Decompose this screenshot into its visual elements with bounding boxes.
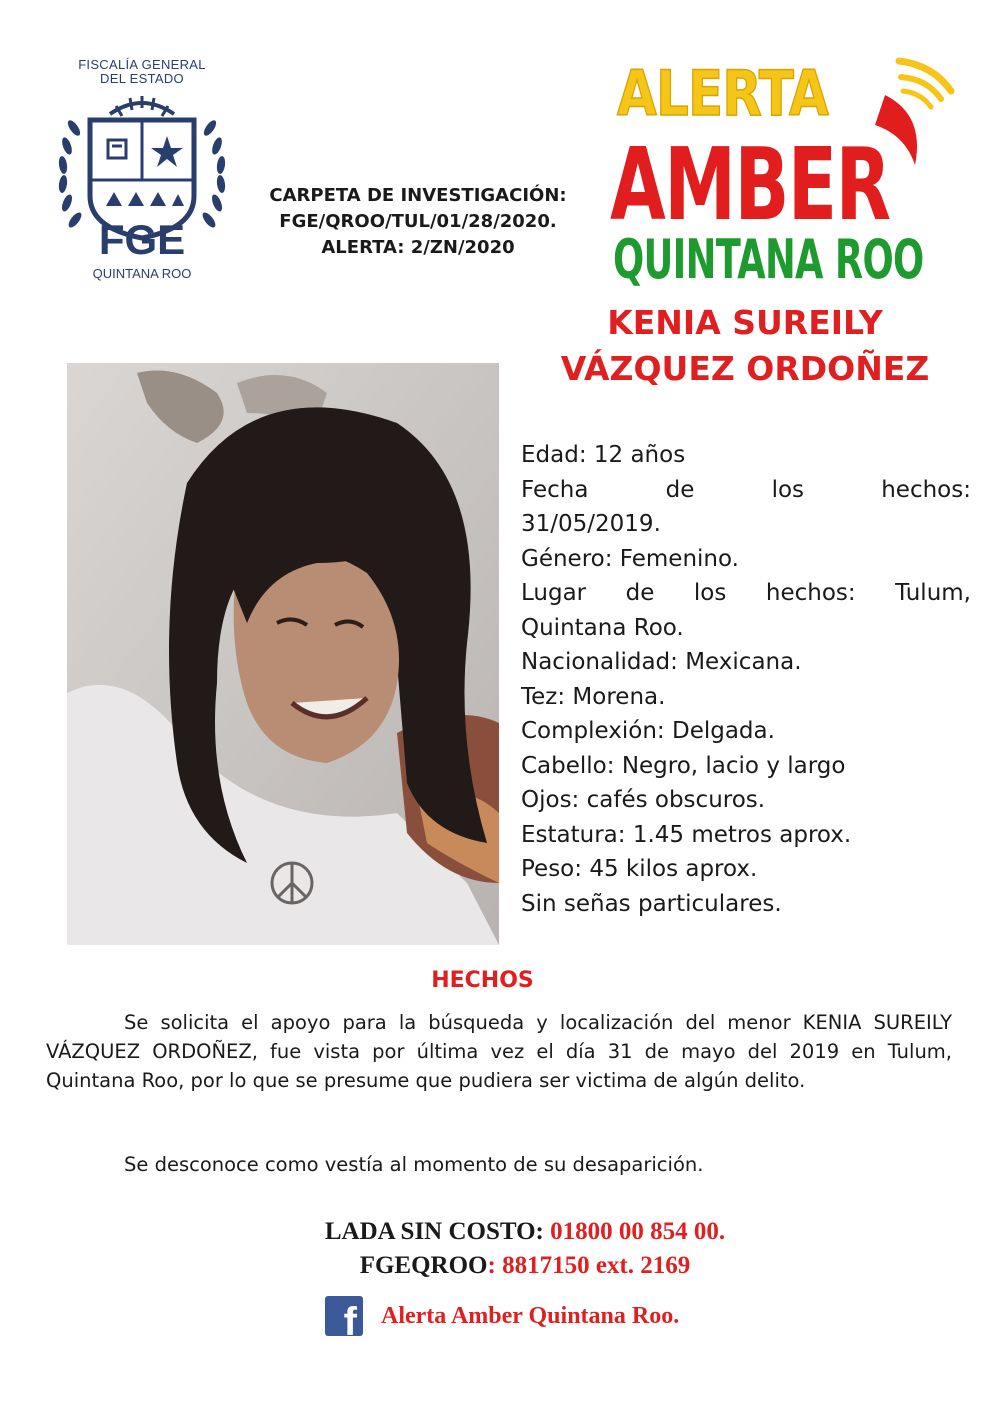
contact-lada (250, 1218, 800, 1246)
photo-illustration-icon (67, 363, 499, 945)
detail-lugar-word: de (625, 580, 655, 606)
detail-genero: Género: Femenino. (521, 545, 739, 572)
detail-nacionalidad: Nacionalidad: Mexicana. (521, 649, 802, 675)
carpeta-line1: CARPETA DE INVESTIGACIÓN: (269, 185, 567, 206)
fgeqroo-phone-link[interactable]: : 8817150 ext. 2169 (487, 1252, 691, 1279)
detail-lugar-label (521, 576, 971, 611)
fge-state: QUINTANA ROO (92, 266, 192, 281)
missing-person-details (521, 438, 971, 921)
amber-sun-icon (855, 55, 965, 195)
carpeta-line3: ALERTA: 2/ZN/2020 (321, 237, 515, 258)
facebook-link[interactable] (325, 1294, 680, 1344)
detail-fecha-word: de (665, 476, 695, 503)
detail-lugar-word: Tulum, (895, 580, 971, 606)
detail-fecha-value: 31/05/2019. (521, 511, 661, 537)
detail-senas: Sin señas particulares. (521, 890, 782, 917)
detail-cabello: Cabello: Negro, lacio y largo (521, 752, 846, 779)
detail-complexion: Complexión: Delgada. (521, 718, 775, 744)
detail-fecha-label (521, 473, 971, 508)
detail-fecha-word: hechos: (881, 476, 971, 503)
fge-acronym: FGE (98, 216, 186, 258)
facebook-page-name[interactable]: Alerta Amber Quintana Roo. (381, 1302, 680, 1329)
hechos-title: HECHOS (431, 968, 534, 993)
contact-fgeqroo (250, 1252, 800, 1280)
fge-top-line1: FISCALÍA GENERAL (78, 57, 206, 72)
detail-ojos: Ojos: cafés obscuros. (521, 787, 766, 813)
detail-fecha-word: Fecha (521, 476, 589, 503)
name-line1: KENIA SUREILY (607, 303, 883, 342)
missing-person-name (520, 300, 970, 392)
fge-emblem-icon (52, 88, 232, 258)
alerta-amber-logo (605, 55, 965, 295)
facebook-glyph: f (343, 1300, 357, 1344)
facebook-icon[interactable] (325, 1296, 363, 1344)
name-line2: VÁZQUEZ ORDOÑEZ (560, 349, 930, 388)
detail-estatura: Estatura: 1.45 metros aprox. (521, 821, 852, 848)
detail-lugar-word: los (693, 580, 727, 606)
detail-tez: Tez: Morena. (521, 683, 666, 710)
fge-logo (52, 58, 232, 283)
lada-phone-link[interactable]: 01800 00 854 00. (550, 1218, 726, 1245)
amber-logo-alerta: ALERTA (617, 57, 829, 130)
amber-logo-amber: AMBER (610, 126, 890, 243)
carpeta-investigacion (248, 183, 588, 261)
fge-top-line2: DEL ESTADO (100, 71, 184, 86)
fgeqroo-label: FGEQROO (359, 1252, 488, 1279)
detail-lugar-value: Quintana Roo. (521, 614, 684, 641)
hechos-clothing-note: Se desconoce como vestía al momento de su desaparición. (124, 1153, 704, 1176)
amber-logo-quintana-roo: QUINTANA ROO (613, 228, 924, 291)
missing-child-photo (67, 363, 499, 945)
detail-lugar-word: Lugar (521, 580, 587, 606)
detail-peso: Peso: 45 kilos aprox. (521, 856, 758, 882)
detail-fecha-word: los (771, 476, 805, 503)
carpeta-line2: FGE/QROO/TUL/01/28/2020. (279, 211, 557, 232)
lada-label: LADA SIN COSTO: (324, 1218, 551, 1245)
detail-edad: Edad: 12 años (521, 442, 686, 468)
detail-lugar-word: hechos: (765, 580, 856, 606)
hechos-paragraph: Se solicita el apoyo para la búsqueda y localización del menor KENIA SUREILY VÁZQUEZ ORDOÑEZ, fue vista por última vez el día 31 de mayo del 2019 en Tulum, Quintana Roo, por lo que se presume que pudiera ser victima de algún delito. (46, 1011, 952, 1092)
